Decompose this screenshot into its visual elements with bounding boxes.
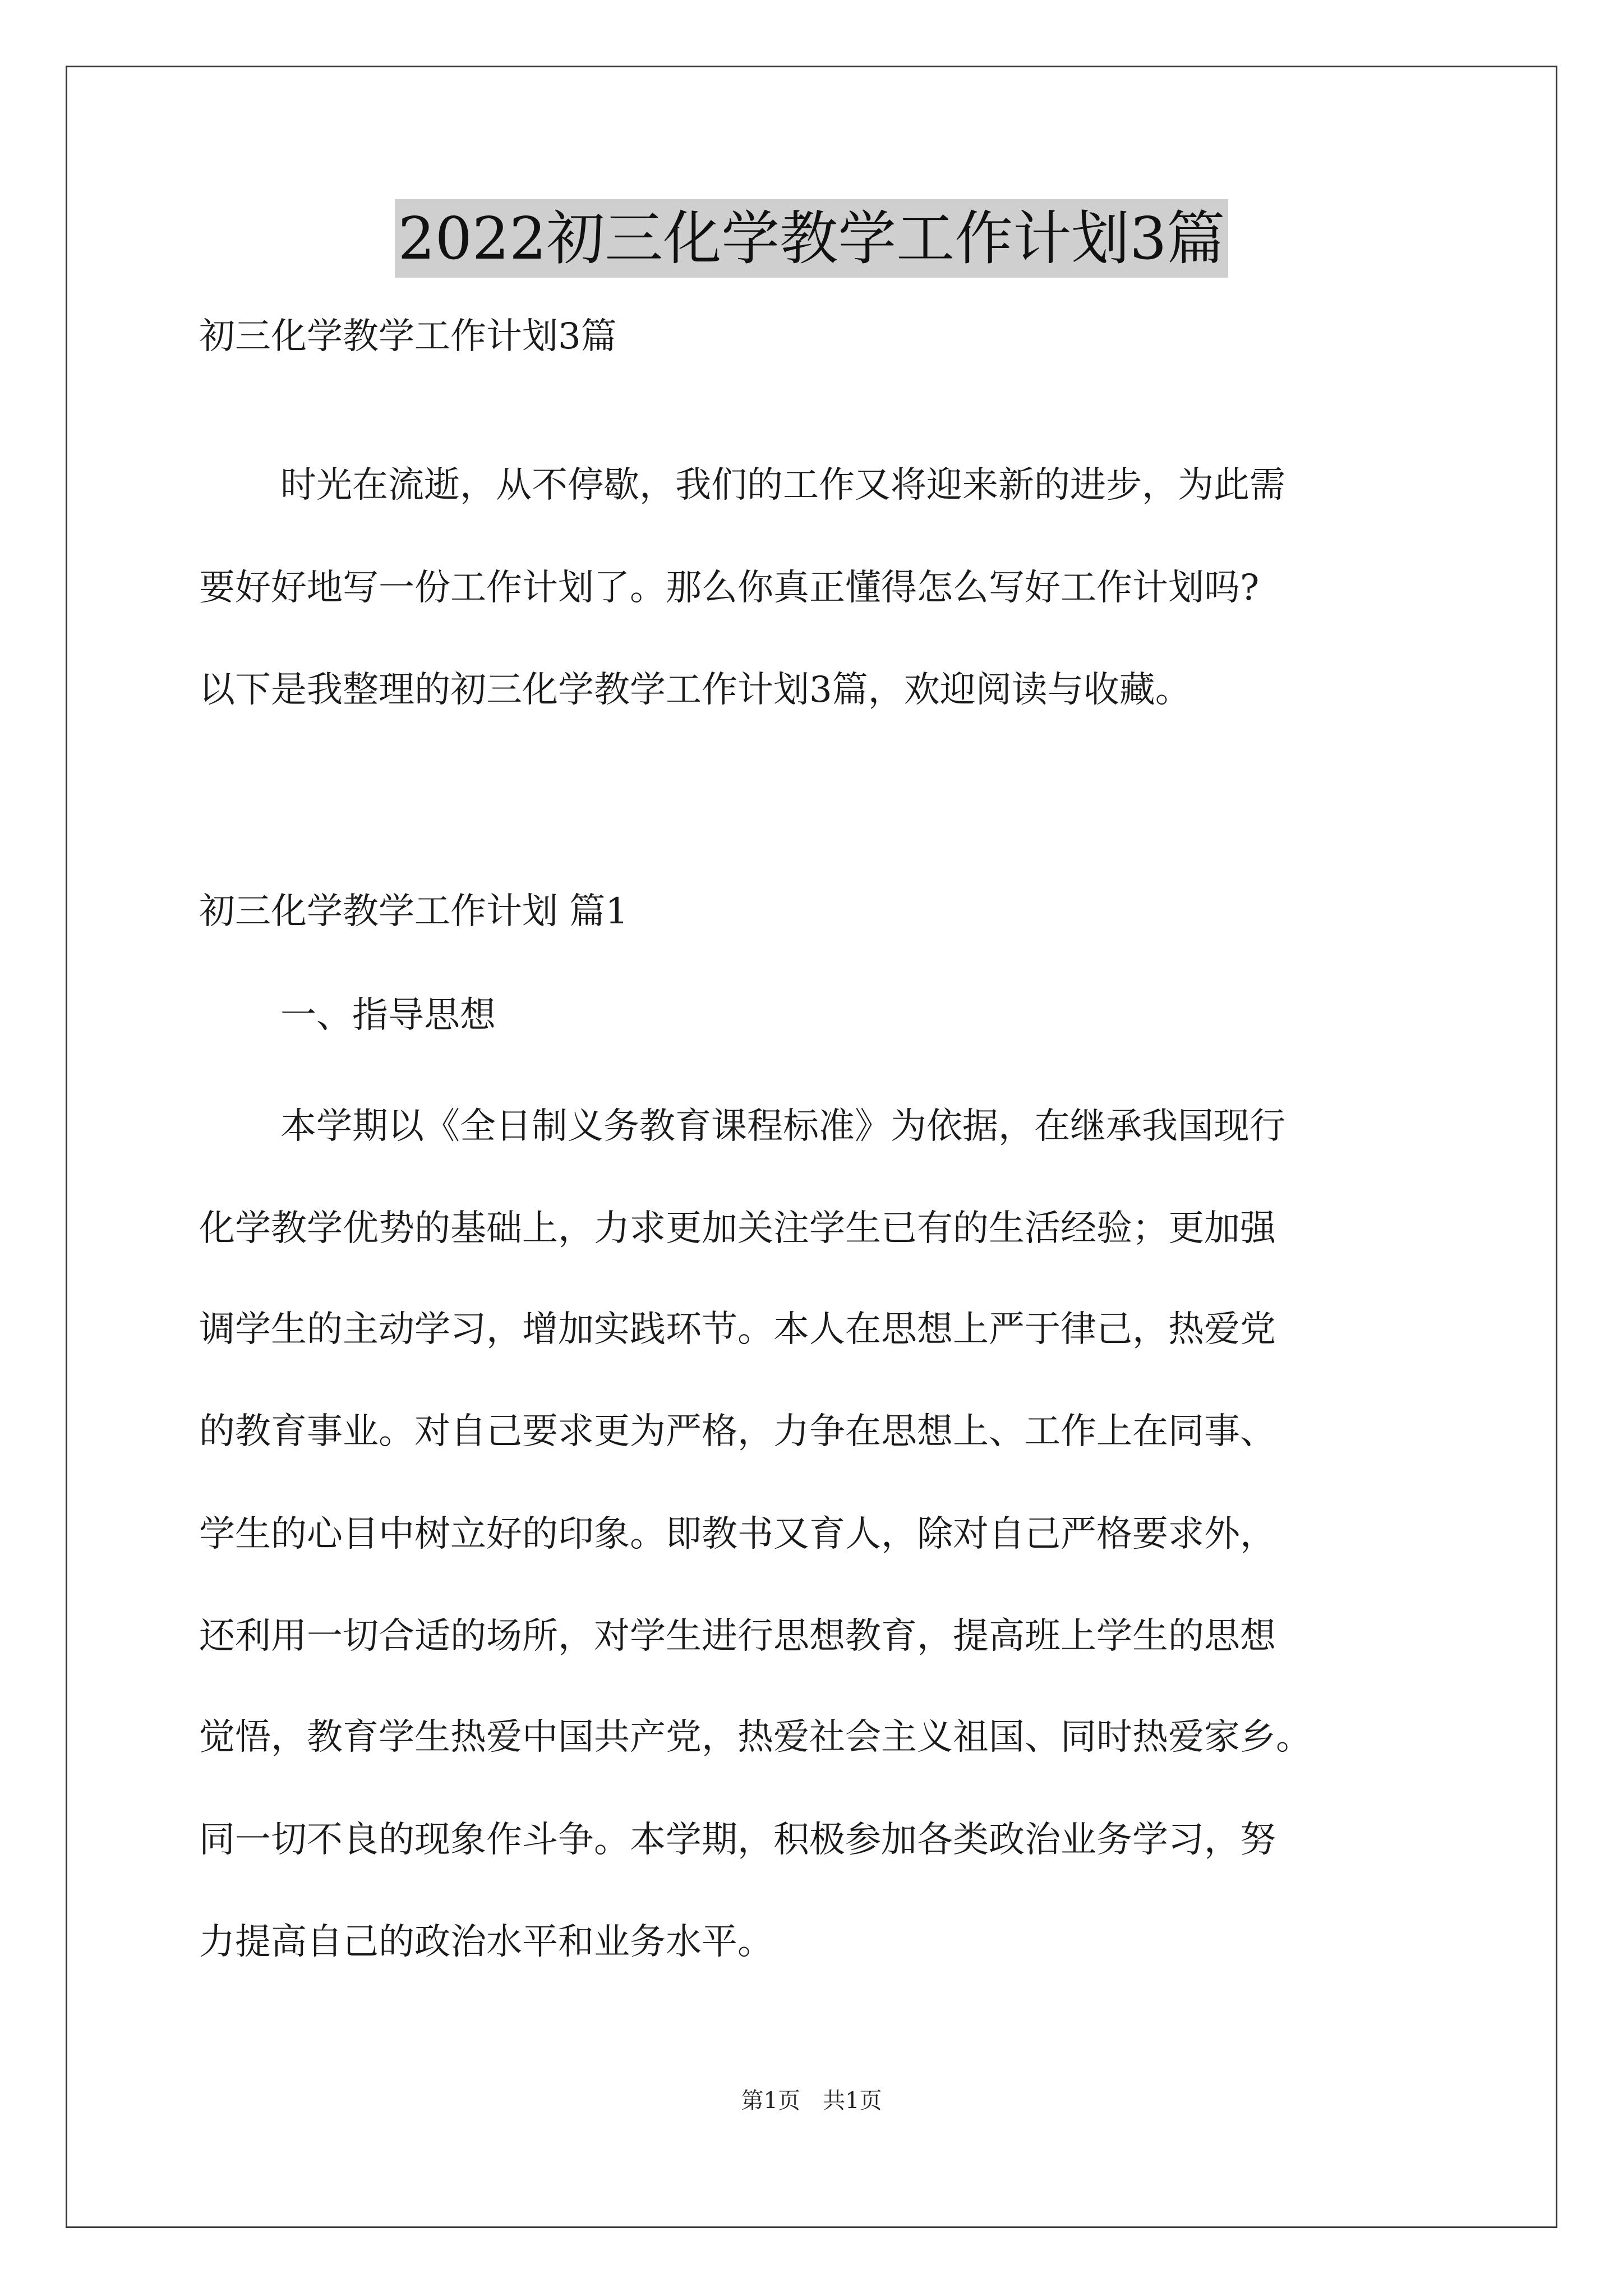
intro-line: 要好好地写一份工作计划了。那么你真正懂得怎么写好工作计划吗?	[199, 567, 1260, 609]
body-line: 还利用一切合适的场所，对学生进行思想教育，提高班上学生的思想	[199, 1616, 1276, 1657]
document-subtitle: 初三化学教学工作计划3篇	[199, 316, 617, 357]
intro-line: 以下是我整理的初三化学教学工作计划3篇，欢迎阅读与收藏。	[199, 669, 1191, 711]
body-line: 的教育事业。对自己要求更为严格，力争在思想上、工作上在同事、	[199, 1411, 1276, 1452]
section-heading: 初三化学教学工作计划 篇1	[199, 891, 629, 932]
body-line: 学生的心目中树立好的印象。即教书又育人，除对自己严格要求外，	[199, 1513, 1276, 1555]
body-line: 调学生的主动学习，增加实践环节。本人在思想上严于律己，热爱党	[199, 1309, 1276, 1350]
body-line: 力提高自己的政治水平和业务水平。	[199, 1921, 773, 1963]
body-line: 觉悟，教育学生热爱中国共产党，热爱社会主义祖国、同时热爱家乡。	[199, 1717, 1312, 1758]
body-line: 同一切不良的现象作斗争。本学期，积极参加各类政治业务学习，努	[199, 1819, 1276, 1861]
page-footer: 第1页 共1页	[741, 2088, 882, 2114]
body-line: 本学期以《全日制义务教育课程标准》为依据，在继承我国现行	[280, 1106, 1285, 1147]
intro-line: 时光在流逝，从不停歇，我们的工作又将迎来新的进步，为此需	[280, 464, 1285, 506]
subheading: 一、指导思想	[280, 995, 496, 1036]
body-line: 化学教学优势的基础上，力求更加关注学生已有的生活经验；更加强	[199, 1208, 1276, 1249]
title-container	[0, 199, 1623, 278]
document-title: 2022初三化学教学工作计划3篇	[395, 199, 1229, 278]
